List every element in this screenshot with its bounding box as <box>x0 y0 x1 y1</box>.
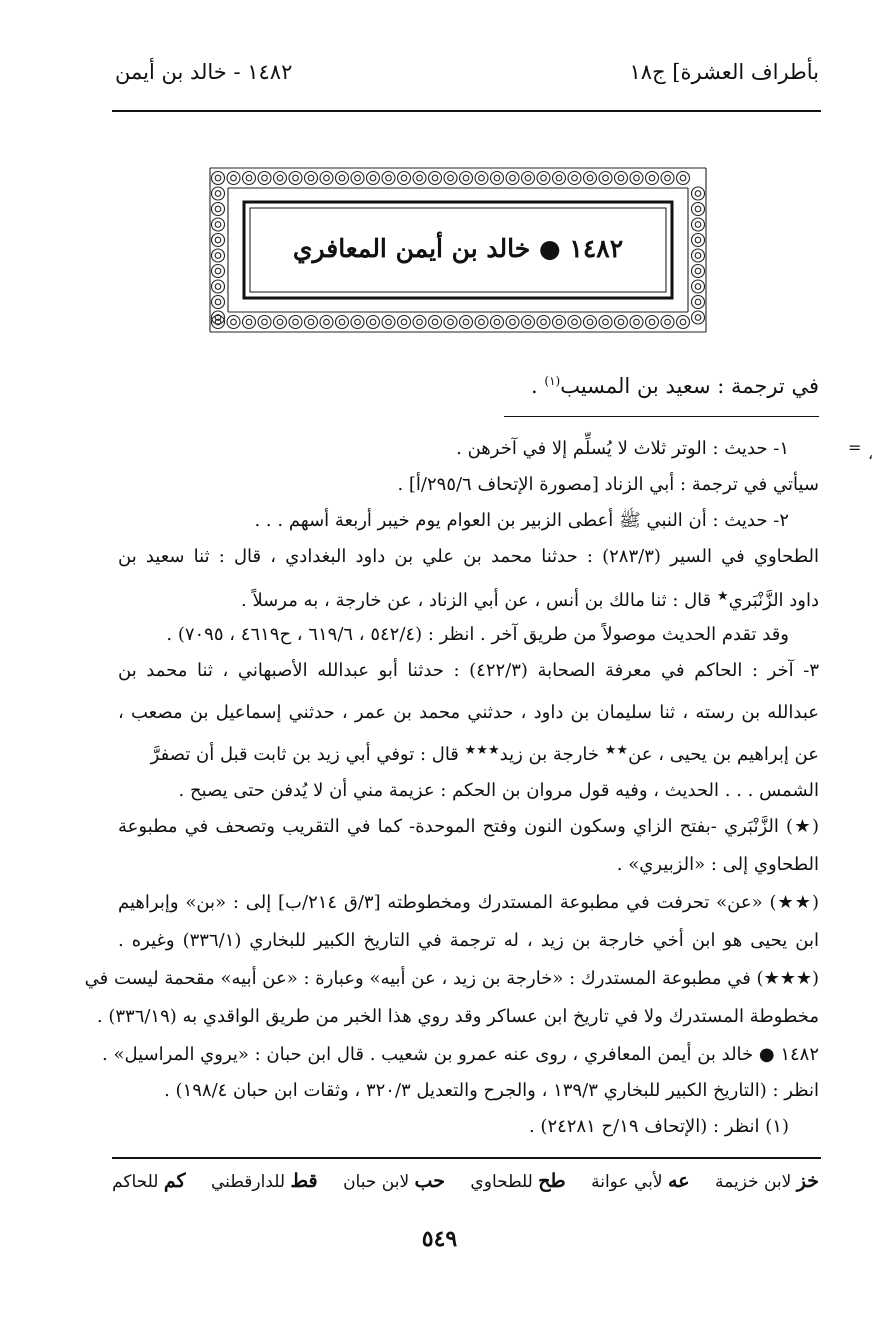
ornament-knot <box>305 172 318 185</box>
ornament-knot-core <box>401 175 407 181</box>
ornament-knot-core <box>215 222 221 228</box>
ornament-knot <box>692 311 705 324</box>
ornament-knot <box>661 172 674 185</box>
ornament-knot-core <box>680 175 686 181</box>
ornament-knot-core <box>541 175 547 181</box>
entry-line: ١٤٨٢ ● خالد بن أيمن المعافري ، روى عنه عمرو بن شعيب . قال ابن حبان : «يروي المراسيل» . <box>102 1044 819 1065</box>
star-marker: ★★★ <box>464 743 500 758</box>
text-line: وقد تقدم الحديث موصولاً من طريق آخر . انظر : (٥٤٢/٤ ، ٦١٩/٦ ، ح٤٦١٩ ، ٧٠٩٥) . <box>166 624 789 645</box>
ornament-knot-core <box>215 299 221 305</box>
footnote-ref: (١) <box>544 374 561 388</box>
star-marker: ★★ <box>604 743 629 758</box>
ornament-knot-core <box>463 175 469 181</box>
footnote-line: (★) الزَّنْبَري -بفتح الزاي وسكون النون وفتح الموحدة- كما في التقريب وتصحف في مطبوعة <box>118 816 819 837</box>
ornament-knot-core <box>634 319 640 325</box>
section-rule <box>504 416 819 417</box>
ornament-knot-core <box>695 268 701 274</box>
ornament-knot <box>227 316 240 329</box>
ornament-knot-core <box>432 175 438 181</box>
ornament-knot-core <box>293 175 299 181</box>
ornament-knot <box>475 172 488 185</box>
running-header-left: ١٤٨٢ - خالد بن أيمن <box>115 60 293 84</box>
ornament-knot-core <box>277 175 283 181</box>
ornament-knot <box>599 316 612 329</box>
ornament-knot-core <box>649 175 655 181</box>
ornament-knot-core <box>649 319 655 325</box>
ornament-knot <box>258 172 271 185</box>
text-line: الشمس . . . الحديث ، وفيه قول مروان بن الحكم : عزيمة مني أن لا يُدفن حتى يصبح . <box>178 780 819 801</box>
ornament-knot <box>661 316 674 329</box>
ornament-knot <box>227 172 240 185</box>
ornament-knot <box>692 203 705 216</box>
footnote-line: (★★★) في مطبوعة المستدرك : «خارجة بن زيد ، عن أبيه» وعبارة : «عن أبيه» مقحمة ليست في <box>84 968 819 989</box>
ornament-knot-core <box>448 319 454 325</box>
footer-rule <box>112 1157 821 1159</box>
ornament-knot-core <box>370 319 376 325</box>
section-heading <box>531 374 819 398</box>
text-line: الطحاوي في السير (٢٨٣/٣) : حدثنا محمد بن علي بن داود البغدادي ، قال : ثنا سعيد بن <box>118 546 819 567</box>
ornament-knot-core <box>231 319 237 325</box>
ornament-knot-core <box>401 319 407 325</box>
ornament-knot-core <box>695 237 701 243</box>
ornament-knot-core <box>277 319 283 325</box>
ornament-knot <box>692 249 705 262</box>
ornament-knot <box>367 172 380 185</box>
star-marker: ★ <box>717 589 729 604</box>
ornament-knot <box>212 234 225 247</box>
text-fragment: قال : توفي أبي زيد بن ثابت قبل أن تصفرَّ <box>150 744 459 765</box>
ornament-knot <box>568 172 581 185</box>
ornament-knot-core <box>510 175 516 181</box>
ornament-knot-core <box>572 175 578 181</box>
ornament-knot <box>413 172 426 185</box>
narrator-name: داود الزَّنْبَري <box>728 590 819 611</box>
ornament-knot <box>398 316 411 329</box>
ornament-knot <box>677 316 690 329</box>
ornament-knot-core <box>556 175 562 181</box>
footnote-line: الطحاوي إلى : «الزبيري» . <box>616 854 819 875</box>
ornament-knot <box>212 218 225 231</box>
ornament-knot-core <box>587 175 593 181</box>
ornament-knot <box>243 172 256 185</box>
ornament-knot <box>460 172 473 185</box>
ornament-knot-core <box>339 175 345 181</box>
ornament-knot <box>429 172 442 185</box>
ornament-knot-core <box>432 319 438 325</box>
entry-line: انظر : (التاريخ الكبير للبخاري ١٣٩/٣ ، والجرح والتعديل ٣٢٠/٣ ، وثقات ابن حبان ١٩٨/٤) . <box>164 1080 819 1101</box>
ornament-knot-core <box>262 175 268 181</box>
ornament-knot-core <box>572 319 578 325</box>
ornament-knot <box>320 172 333 185</box>
ornament-knot-core <box>231 175 237 181</box>
ornament-knot <box>599 172 612 185</box>
text-line: سيأتي في ترجمة : أبي الزناد [مصورة الإتحاف ٢٩٥/٦/أ] . <box>397 474 819 495</box>
ornament-knot <box>522 316 535 329</box>
ornament-knot <box>584 316 597 329</box>
footnote-line: (١) انظر : (الإتحاف ١٩/ح ٢٤٢٨١) . <box>528 1116 789 1137</box>
ornament-knot-core <box>246 319 252 325</box>
ornament-knot <box>444 316 457 329</box>
ornament-knot-core <box>695 253 701 259</box>
ornament-knot <box>320 316 333 329</box>
ornament-knot <box>336 316 349 329</box>
ornament-knot-core <box>479 319 485 325</box>
ornament-knot-core <box>587 319 593 325</box>
ornament-knot <box>212 172 225 185</box>
ornament-knot-core <box>339 319 345 325</box>
footnote-line: (★★) «عن» تحرفت في مطبوعة المستدرك ومخطوطته [٣/ق ٢١٤/ب] إلى : «بن» وإبراهيم <box>118 892 819 913</box>
ornament-knot-core <box>386 175 392 181</box>
footnote-line: مخطوطة المستدرك ولا في تاريخ ابن عساكر وقد روي هذا الخبر من طريق الواقدي به (٣٣٦/١٩) . <box>96 1006 819 1027</box>
ornament-knot <box>615 316 628 329</box>
ornament-knot <box>382 316 395 329</box>
ornament-knot-core <box>603 175 609 181</box>
ornament-knot-core <box>215 175 221 181</box>
header-rule <box>112 110 821 112</box>
ornament-knot <box>522 172 535 185</box>
ornament-knot-core <box>215 237 221 243</box>
ornament-knot-core <box>262 319 268 325</box>
ornament-knot-core <box>479 175 485 181</box>
ornament-knot-core <box>634 175 640 181</box>
ornament-knot <box>212 203 225 216</box>
ornament-knot-core <box>695 284 701 290</box>
ornament-knot-core <box>695 206 701 212</box>
ornament-knot-core <box>324 175 330 181</box>
ornament-knot-core <box>417 319 423 325</box>
ornament-knot <box>491 172 504 185</box>
ornament-knot-core <box>695 315 701 321</box>
ornament-knot-core <box>541 319 547 325</box>
footnote-line: ابن يحيى هو ابن أخي خارجة بن زيد ، له ترجمة في التاريخ الكبير للبخاري (٣٣٦/١) وغيره . <box>118 930 819 951</box>
ornament-knot <box>243 316 256 329</box>
ornament-knot <box>274 172 287 185</box>
ornament-knot-core <box>695 222 701 228</box>
ornament-knot <box>258 316 271 329</box>
ornament-knot <box>692 187 705 200</box>
abbreviation-item: قط للدارقطني <box>211 1170 318 1192</box>
ornament-knot <box>692 234 705 247</box>
ornament-knot <box>212 296 225 309</box>
ornament-knot <box>615 172 628 185</box>
ornament-knot <box>475 316 488 329</box>
abbreviation-item: عه لأبي عوانة <box>591 1170 690 1192</box>
ornament-knot <box>630 316 643 329</box>
abbreviation-key <box>112 1170 819 1192</box>
ornament-knot <box>584 172 597 185</box>
ornament-knot <box>568 316 581 329</box>
text-line: ١- حديث : الوتر ثلاث لا يُسلِّم إلا في آخرهن . <box>456 438 789 459</box>
ornament-knot-core <box>355 175 361 181</box>
ornament-knot-core <box>246 175 252 181</box>
section-label: في ترجمة : سعيد بن المسيب <box>560 374 819 398</box>
ornament-knot-core <box>215 268 221 274</box>
ornamental-title-frame <box>208 166 708 334</box>
ornament-knot-core <box>525 175 531 181</box>
running-header-right: بأطراف العشرة] ج١٨ <box>629 60 819 84</box>
ornament-knot <box>289 316 302 329</box>
ornament-knot <box>491 316 504 329</box>
text-line: ٢- حديث : أن النبي ﷺ أعطى الزبير بن العوام يوم خيبر أربعة أسهم . . . <box>254 510 789 531</box>
ornament-knot <box>506 172 519 185</box>
ornament-knot-core <box>695 191 701 197</box>
ornament-knot-core <box>215 191 221 197</box>
ornament-knot <box>305 316 318 329</box>
ornament-knot <box>646 172 659 185</box>
ornament-knot <box>212 249 225 262</box>
ornament-knot <box>553 316 566 329</box>
ornament-knot-core <box>603 319 609 325</box>
ornament-knot-core <box>417 175 423 181</box>
text-fragment: خارجة بن زيد <box>499 744 600 765</box>
ornament-knot-core <box>386 319 392 325</box>
ornament-knot <box>289 172 302 185</box>
ornament-knot <box>413 316 426 329</box>
ornament-knot <box>692 218 705 231</box>
ornament-knot <box>367 316 380 329</box>
ornament-knot <box>537 172 550 185</box>
ornament-knot-core <box>463 319 469 325</box>
ornament-knot <box>274 316 287 329</box>
ornament-knot-core <box>556 319 562 325</box>
text-line: عبدالله بن رسته ، ثنا سليمان بن داود ، حدثني محمد بن عمر ، حدثني إسماعيل بن مصعب ، <box>118 702 819 723</box>
margin-mark: ، <box>868 444 874 463</box>
text-line: ٣- آخر : الحاكم في معرفة الصحابة (٤٢٢/٣) : حدثنا أبو عبدالله الأصبهاني ، ثنا محمد بن <box>118 660 819 681</box>
abbreviation-item: خز لابن خزيمة <box>715 1170 819 1192</box>
ornament-knot-core <box>324 319 330 325</box>
text-line <box>241 582 819 616</box>
ornament-knot <box>692 280 705 293</box>
abbreviation-item: طح للطحاوي <box>470 1170 566 1192</box>
ornament-knot <box>212 265 225 278</box>
ornament-knot <box>212 187 225 200</box>
ornament-knot-core <box>525 319 531 325</box>
ornament-knot-core <box>494 175 500 181</box>
ornament-knot <box>460 316 473 329</box>
ornament-knot <box>692 265 705 278</box>
ornament-knot <box>444 172 457 185</box>
margin-mark: = <box>848 438 862 457</box>
ornament-knot-core <box>215 284 221 290</box>
ornament-knot-core <box>680 319 686 325</box>
ornament-knot <box>351 316 364 329</box>
ornament-knot <box>630 172 643 185</box>
ornament-knot <box>398 172 411 185</box>
entry-title: ١٤٨٢ ● خالد بن أيمن المعافري <box>292 234 624 263</box>
ornament-knot <box>382 172 395 185</box>
ornament-knot-core <box>293 319 299 325</box>
ornament-knot-core <box>494 319 500 325</box>
ornament-knot-core <box>308 175 314 181</box>
ornament-knot-core <box>370 175 376 181</box>
ornament-knot <box>692 296 705 309</box>
ornament-knot-core <box>695 299 701 305</box>
ornament-knot-core <box>618 319 624 325</box>
text-fragment: قال : ثنا مالك بن أنس ، عن أبي الزناد ، عن خارجة ، به مرسلاً . <box>241 590 712 611</box>
ornament-knot-core <box>308 319 314 325</box>
ornament-knot-core <box>448 175 454 181</box>
section-end: . <box>531 374 545 398</box>
ornament-knot <box>429 316 442 329</box>
text-line <box>118 736 819 770</box>
ornament-knot <box>553 172 566 185</box>
text-fragment: عن إبراهيم بن يحيى ، عن <box>628 744 819 765</box>
abbreviation-item: كم للحاكم <box>112 1170 186 1192</box>
abbreviation-item: حب لابن حبان <box>343 1170 445 1192</box>
ornament-knot <box>212 280 225 293</box>
ornament-knot-core <box>618 175 624 181</box>
ornament-knot <box>537 316 550 329</box>
ornament-knot <box>677 172 690 185</box>
ornament-knot <box>506 316 519 329</box>
ornament-knot <box>336 172 349 185</box>
ornament-knot-core <box>510 319 516 325</box>
ornament-knot-core <box>355 319 361 325</box>
ornament-knot-core <box>665 319 671 325</box>
ornament-knot <box>646 316 659 329</box>
ornament-knot-core <box>215 253 221 259</box>
page-number: ٥٤٩ <box>421 1226 458 1252</box>
ornament-knot <box>351 172 364 185</box>
ornament-knot-core <box>215 206 221 212</box>
ornament-knot-core <box>665 175 671 181</box>
